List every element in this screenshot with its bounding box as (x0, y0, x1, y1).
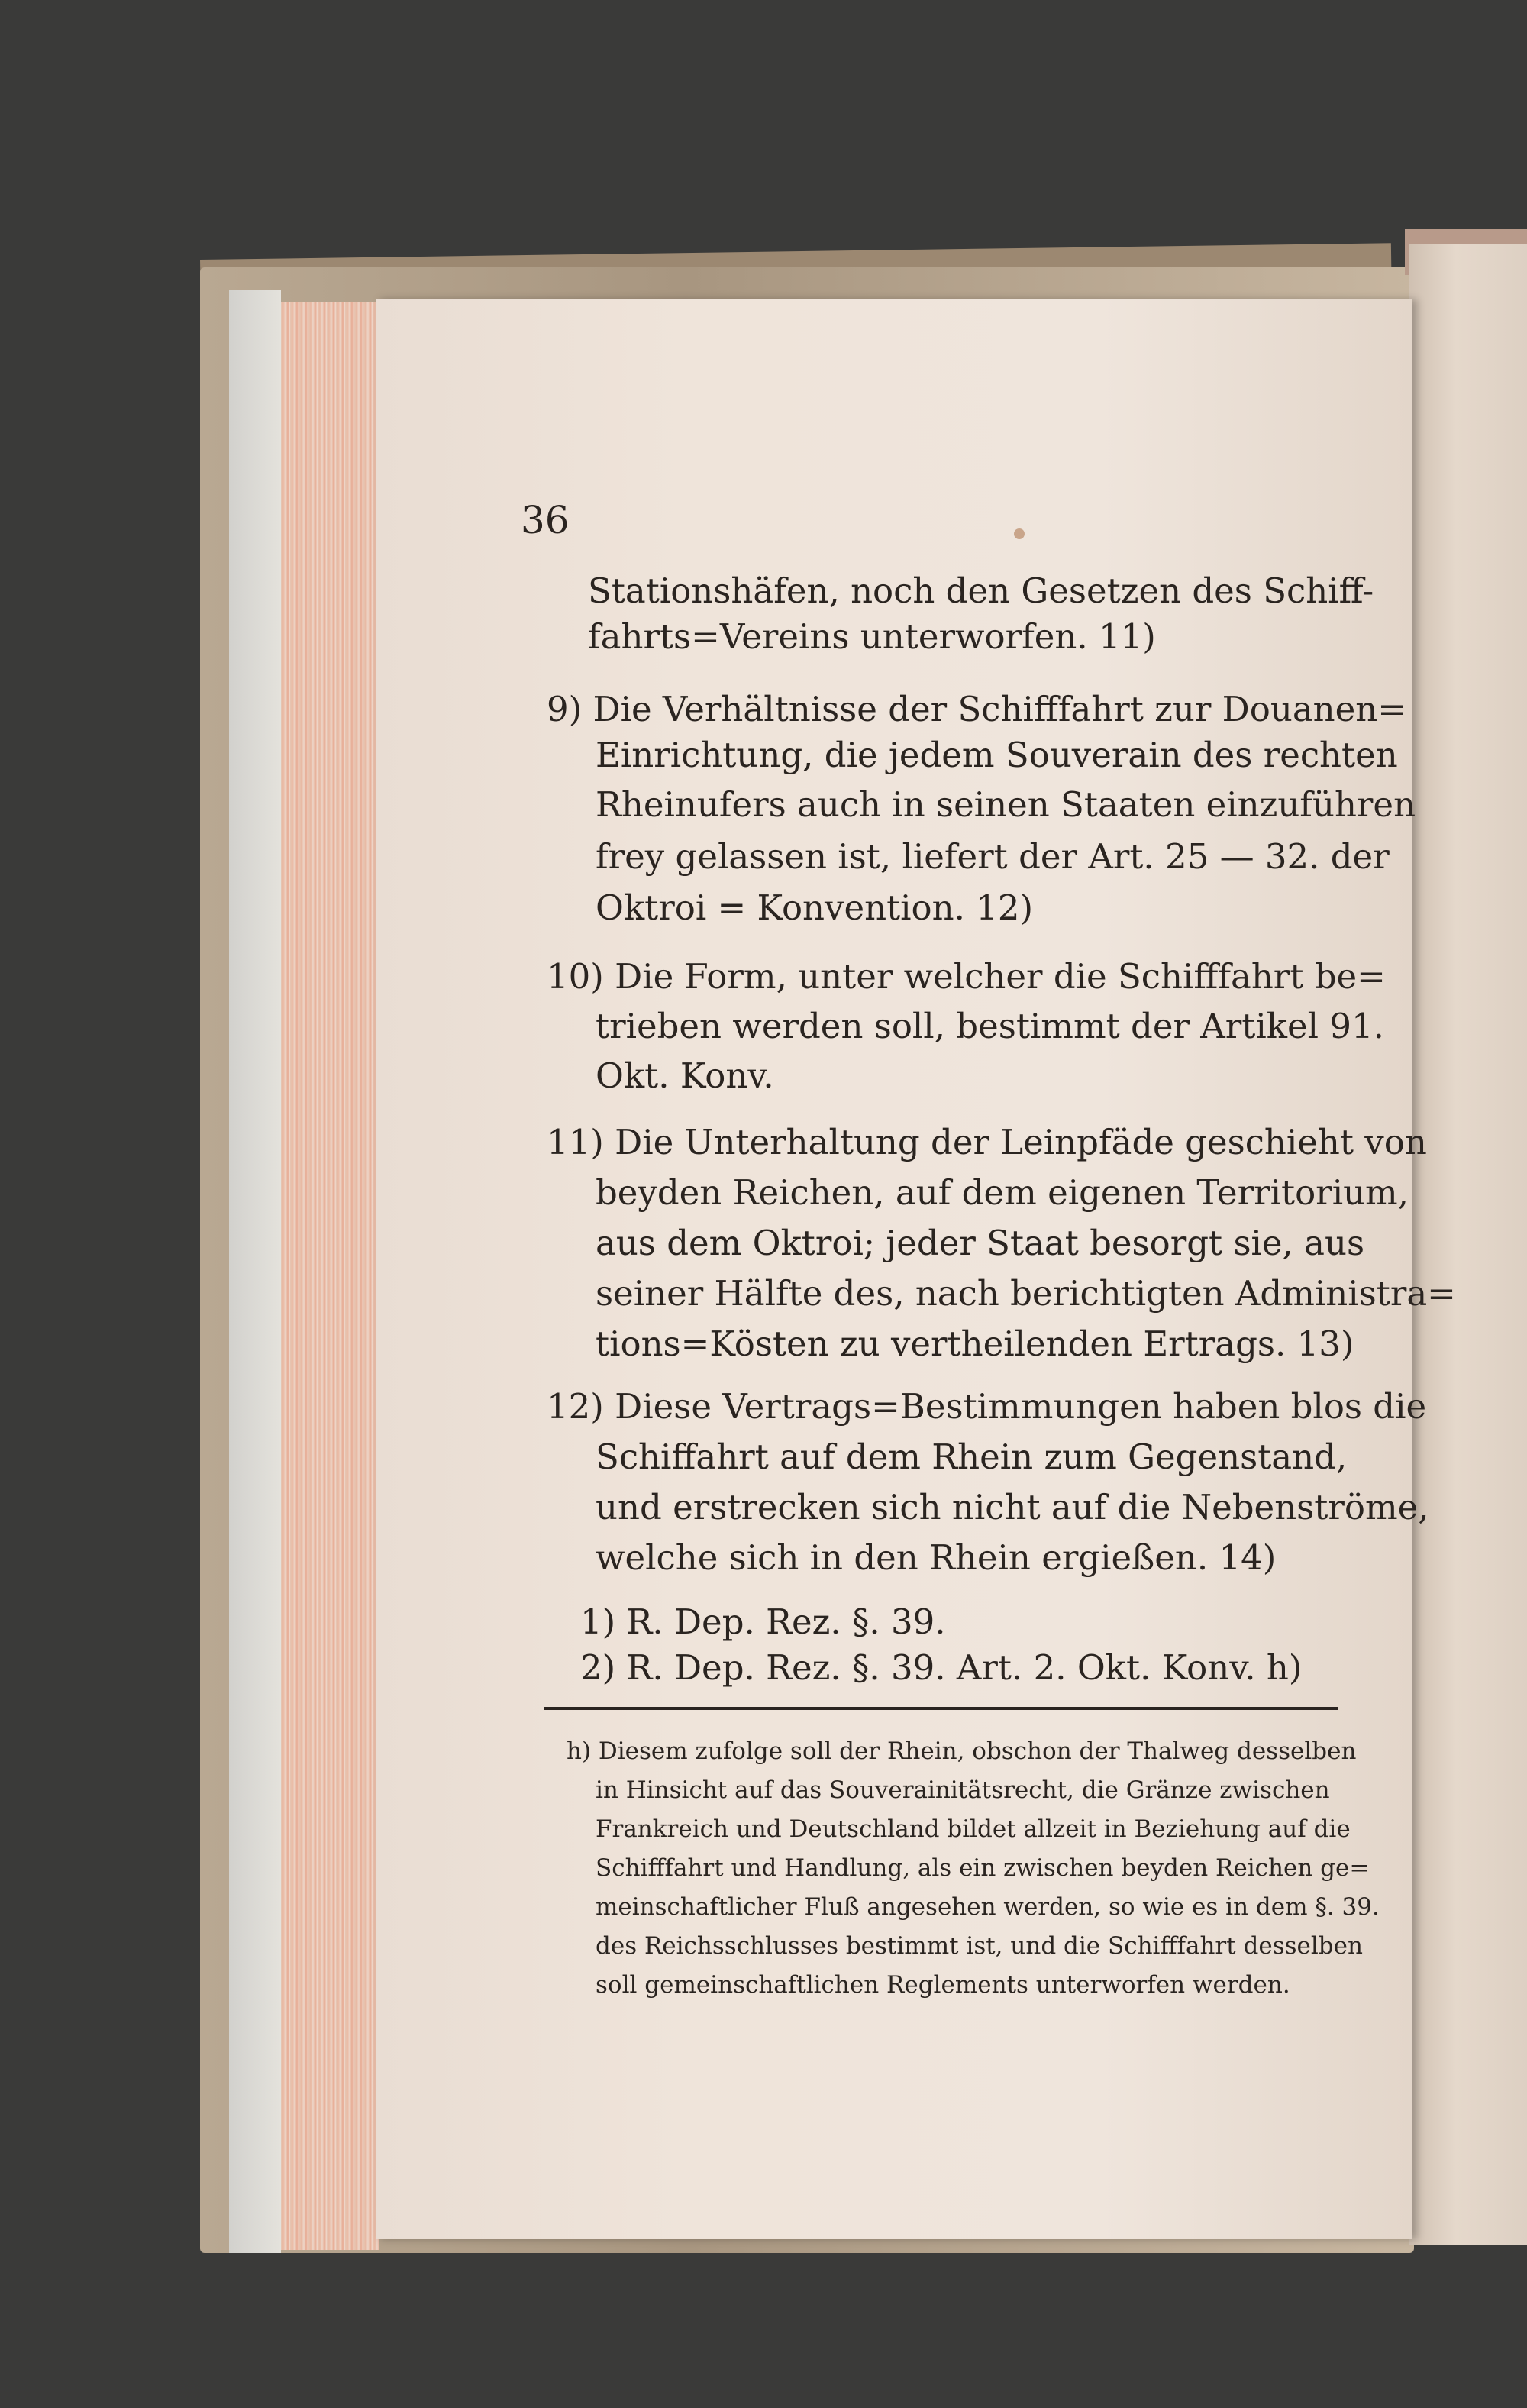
text-line: trieben werden soll, bestimmt der Artikel 91. (596, 1006, 1384, 1046)
text-line: Oktroi = Konvention. 12) (596, 887, 1034, 928)
footnote-line: des Reichsschlusses bestimmt ist, und die Schifffahrt desselben (596, 1932, 1363, 1960)
facing-page (1409, 244, 1527, 2245)
page-number: 36 (521, 498, 570, 542)
footnote-line: meinschaftlicher Fluß angesehen werden, so wie es in dem §. 39. (596, 1893, 1380, 1921)
footnote-line: soll gemeinschaftlichen Reglements unterworfen werden. (596, 1971, 1290, 1999)
text-line: frey gelassen ist, liefert der Art. 25 — 32. der (596, 836, 1390, 877)
text-line: Einrichtung, die jedem Souverain des rechten (596, 735, 1398, 775)
text-line: tions=Kösten zu vertheilenden Ertrags. 13) (596, 1324, 1354, 1364)
citation-note: 1) R. Dep. Rez. §. 39. (580, 1602, 946, 1642)
citation-note: 2) R. Dep. Rez. §. 39. Art. 2. Okt. Konv. h) (580, 1647, 1303, 1688)
page-edge (281, 302, 379, 2250)
ink-spot (1014, 528, 1025, 539)
footnote-line: Schifffahrt und Handlung, als ein zwischen beyden Reichen ge= (596, 1854, 1370, 1882)
text-line: 10) Die Form, unter welcher die Schifffahrt be= (547, 956, 1386, 997)
footnote-line: in Hinsicht auf das Souverainitätsrecht, die Gränze zwischen (596, 1776, 1330, 1804)
text-line: Schiffahrt auf dem Rhein zum Gegenstand, (596, 1437, 1348, 1477)
text-line: aus dem Oktroi; jeder Staat besorgt sie, aus (596, 1223, 1365, 1263)
footnote-rule (544, 1707, 1338, 1710)
text-line: seiner Hälfte des, nach berichtigten Administra= (596, 1273, 1456, 1314)
text-line: fahrts=Vereins unterworfen. 11) (588, 616, 1156, 657)
text-line: Stationshäfen, noch den Gesetzen des Schiff- (588, 570, 1374, 611)
text-line: Okt. Konv. (596, 1055, 774, 1096)
text-line: und erstrecken sich nicht auf die Nebenströme, (596, 1487, 1429, 1527)
footnote-line: h) Diesem zufolge soll der Rhein, obschon der Thalweg desselben (567, 1737, 1357, 1765)
text-line: 12) Diese Vertrags=Bestimmungen haben blos die (547, 1386, 1427, 1427)
footnote-line: Frankreich und Deutschland bildet allzeit in Beziehung auf die (596, 1815, 1351, 1843)
text-line: 11) Die Unterhaltung der Leinpfäde geschieht von (547, 1122, 1427, 1162)
text-line: beyden Reichen, auf dem eigenen Territorium, (596, 1172, 1409, 1213)
text-line: Rheinufers auch in seinen Staaten einzuführen (596, 784, 1416, 825)
text-line: welche sich in den Rhein ergießen. 14) (596, 1537, 1277, 1578)
page-block-strip (229, 290, 281, 2253)
text-line: 9) Die Verhältnisse der Schifffahrt zur Douanen= (547, 689, 1406, 729)
